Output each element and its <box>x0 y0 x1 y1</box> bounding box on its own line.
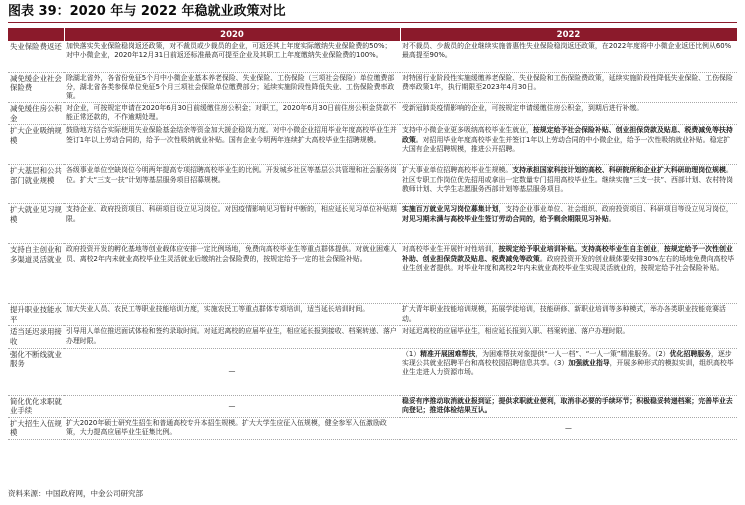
header-2022: 2022 <box>400 28 737 41</box>
cell-2022 <box>400 348 737 395</box>
cell-2020 <box>64 125 400 165</box>
policy-text: 受新冠肺炎疫情影响的企业，可按规定申请缓缴住房公积金，到期后进行补缴。 <box>402 104 644 113</box>
highlight-text: 对见习期未满与高校毕业生签订劳动合同的，给予剩余期限见习补贴 <box>402 214 609 223</box>
cell-2022 <box>400 417 737 439</box>
highlight-text: 实施百万就业见习岗位募集计划 <box>402 205 499 214</box>
policy-text: （1） <box>402 349 421 358</box>
highlight-text: 按规定给予职业培训补贴。支持高校毕业生自主创业 <box>498 245 657 254</box>
row-category: 减免缓住房公积金 <box>8 103 64 125</box>
row-category: 强化不断线就业服务 <box>8 348 64 395</box>
cell-2020 <box>64 304 400 326</box>
policy-text: — <box>565 423 572 432</box>
policy-text: 对高校毕业生开展针对性培训， <box>402 245 499 254</box>
highlight-text: 稳妥有序推动取消就业报到证；提供求职就业便利，取消非必要的手续环节；积极稳妥转递档案；完善毕业去向登记；推进体检结果互认。 <box>402 396 733 414</box>
policy-text: 。社区专职工作岗位优先招用或拿出一定数量专门招用高校毕业生。继续实施“三支一扶”、西部计划、农村特岗教师计划、大学生志愿服务西部计划等基层服务项目。 <box>402 166 733 193</box>
policy-text: 加大失业人员、农民工等职业技能培训力度，实施农民工等重点群体专项培训，适当延长培训时间。 <box>66 305 370 314</box>
header-category <box>8 28 64 41</box>
cell-2020 <box>64 348 400 395</box>
table-row <box>8 304 737 326</box>
cell-2020 <box>64 204 400 244</box>
cell-2020 <box>64 244 400 304</box>
row-category: 支持自主创业和多渠道灵活就业 <box>8 244 64 304</box>
policy-text: ，为困难帮扶对象提供“一人一档”、“一人一策”精准服务。（2） <box>475 349 670 358</box>
table-row <box>8 125 737 165</box>
cell-2022 <box>400 165 737 204</box>
table-header-row <box>8 28 737 41</box>
source-note: 资料来源：中国政府网，中金公司研究部 <box>8 489 143 498</box>
policy-text: 对延迟离校的应届毕业生，相应延长报到入职、档案转递、落户办理时限。 <box>402 327 630 336</box>
table-row <box>8 395 737 417</box>
policy-text: 支持中小微企业更多吸纳高校毕业生就业， <box>402 126 533 135</box>
highlight-text: 按规定给予一次性创业补助、创业担保贷款及贴息、税费减免等政策 <box>402 245 733 263</box>
table-row <box>8 41 737 72</box>
policy-text: ，支持企业事业单位、社会组织、政府投资项目、科研项目等设立见习岗位， <box>498 205 733 214</box>
policy-text: 鼓励地方结合实际使用失业保险基金结余等资金加大援企稳岗力度。对中小微企业招用毕业年度高校毕业生并签订1年以上劳动合同的，给予一次性吸纳就业补贴。国有企业今明两年连续扩大高校毕业生招聘规模。 <box>66 126 397 144</box>
chart-title: 图表 39：2020 年与 2022 年稳就业政策对比 <box>8 4 737 23</box>
policy-text: 对特困行业阶段性实施缓缴养老保险、失业保险和工伤保险费政策，延续实施阶段性降低失业保险、工伤保险费率政策1年，执行期限至2023年4月30日。 <box>402 73 733 91</box>
table-row <box>8 165 737 204</box>
table-row <box>8 244 737 304</box>
policy-text: ，开展多种形式的模拟实训，组织高校毕业生走进人力资源市场。 <box>402 358 734 377</box>
policy-text: 。 <box>608 214 616 223</box>
row-category: 减免缓企业社会保险费 <box>8 72 64 103</box>
cell-2020 <box>64 165 400 204</box>
highlight-text: 支持承担国家科技计划的高校、科研院所和企业扩大科研助理岗位规模 <box>512 166 726 175</box>
policy-text: — <box>228 401 236 410</box>
row-category: 扩大基层和公共部门就业规模 <box>8 165 64 204</box>
cell-2022 <box>400 72 737 103</box>
policy-text: 。政府投资开发的创业载体要安排30%左右的场地免费向高校毕业生创业者提供。对毕业年度和离校2年内未就业高校毕业生实现灵活就业的，按规定给予社会保险补贴。 <box>402 254 735 272</box>
policy-text: 加快落实失业保险稳岗返还政策，对不裁员或少裁员的企业，可返还其上年度实际缴纳失业保险费的50%；对中小微企业，2020年12月31日前返还标准最高可提至企业及其职工上年度缴纳失业保险费的100%。 <box>66 42 392 60</box>
cell-2022 <box>400 204 737 244</box>
policy-text: 。对招用毕业年度高校毕业生并签订1年以上劳动合同的中小微企业，给予一次性吸纳就业补贴。稳定扩大国有企业招聘规模，推进公开招聘。 <box>402 135 731 153</box>
policy-text: 扩大2020年硕士研究生招生和普通高校专升本招生规模。扩大大学生应征入伍规模，健全参军入伍激励政策，大力提高应届毕业生征集比例。 <box>66 418 387 437</box>
table-row <box>8 204 737 244</box>
highlight-text: 加强就业指导 <box>568 358 610 367</box>
table-row <box>8 326 737 348</box>
row-category: 适当延迟录用接收 <box>8 326 64 348</box>
policy-text: ， <box>656 245 664 254</box>
cell-2022 <box>400 304 737 326</box>
highlight-text: 按规定给予社会保险补贴、创业担保贷款及贴息、税费减免等扶持政策 <box>402 126 733 144</box>
row-category: 扩大企业吸纳规模 <box>8 125 64 165</box>
cell-2020 <box>64 326 400 348</box>
table-row <box>8 417 737 439</box>
highlight-text: 精准开展困难帮扶 <box>420 349 476 358</box>
cell-2020 <box>64 417 400 439</box>
policy-text: 各级事业单位空缺岗位今明两年提高专项招聘高校毕业生的比例。开发城乡社区等基层公共管理和社会服务岗位。扩大“三支一扶”计划等基层服务项目招募规模。 <box>66 166 397 184</box>
row-category: 简化优化求职就业手续 <box>8 395 64 417</box>
cell-2022 <box>400 125 737 165</box>
cell-2020 <box>64 103 400 125</box>
policy-text: 对不裁员、少裁员的企业继续实施普惠性失业保险稳岗返还政策，在2022年度将中小微企业返还比例从60%最高提至90%。 <box>402 42 732 60</box>
cell-2020 <box>64 41 400 72</box>
table-row <box>8 348 737 395</box>
cell-2022 <box>400 326 737 348</box>
policy-text: — <box>228 367 236 376</box>
policy-text: ，逐步实现公共就业招聘平台和高校校园招聘信息共享。（3） <box>402 349 732 367</box>
cell-2020 <box>64 72 400 103</box>
policy-text: 支持企业、政府投资项目、科研项目设立见习岗位。对因疫情影响见习暂时中断的，相应延长见习单位补贴期限。 <box>66 205 397 223</box>
cell-2020 <box>64 395 400 417</box>
row-category: 扩大招生入伍规模 <box>8 417 64 439</box>
header-2020: 2020 <box>64 28 400 41</box>
highlight-text: 优化招聘服务 <box>669 349 712 358</box>
cell-2022 <box>400 395 737 417</box>
cell-2022 <box>400 244 737 304</box>
table-body <box>8 41 737 440</box>
policy-text: 引导用人单位推迟面试体检和签约录取时间。对延迟离校的应届毕业生，相应延长报到接收、档案转递、落户办理时限。 <box>66 327 397 345</box>
row-category: 失业保险费返还 <box>8 41 64 72</box>
cell-2022 <box>400 41 737 72</box>
policy-text: 除湖北省外，各省份免征5个月中小微企业基本养老保险、失业保险、工伤保险（三项社会保险）单位缴费部分，湖北省各类参保单位免征5个月三项社会保险单位缴费部分；延续实施阶段性降低失业、工伤保险费率政策。 <box>66 73 395 100</box>
table-row <box>8 72 737 103</box>
cell-2022 <box>400 103 737 125</box>
policy-text: 对企业，可按规定申请在2020年6月30日前缓缴住房公积金；对职工，2020年6月30日前住房公积金贷款不能正常还款的，不作逾期处理。 <box>66 104 397 122</box>
policy-text: 扩大青年职业技能培训规模，拓展学徒培训，技能研修、新职业培训等多种模式，举办各类职业技能竞赛活动。 <box>402 305 726 323</box>
row-category: 提升职业技能水平 <box>8 304 64 326</box>
policy-text: 政府投资开发的孵化基地等创业载体应安排一定比例场地，免费向高校毕业生等重点群体提供。对就业困难人员、离校2年内未就业高校毕业生灵活就业后缴纳社会保险费的，按规定给予一定的社会保险补贴。 <box>66 245 397 263</box>
policy-comparison-table <box>8 28 738 440</box>
policy-text: 扩大事业单位招聘高校毕业生规模。 <box>402 166 513 175</box>
table-row <box>8 103 737 125</box>
row-category: 扩大就业见习规模 <box>8 204 64 244</box>
